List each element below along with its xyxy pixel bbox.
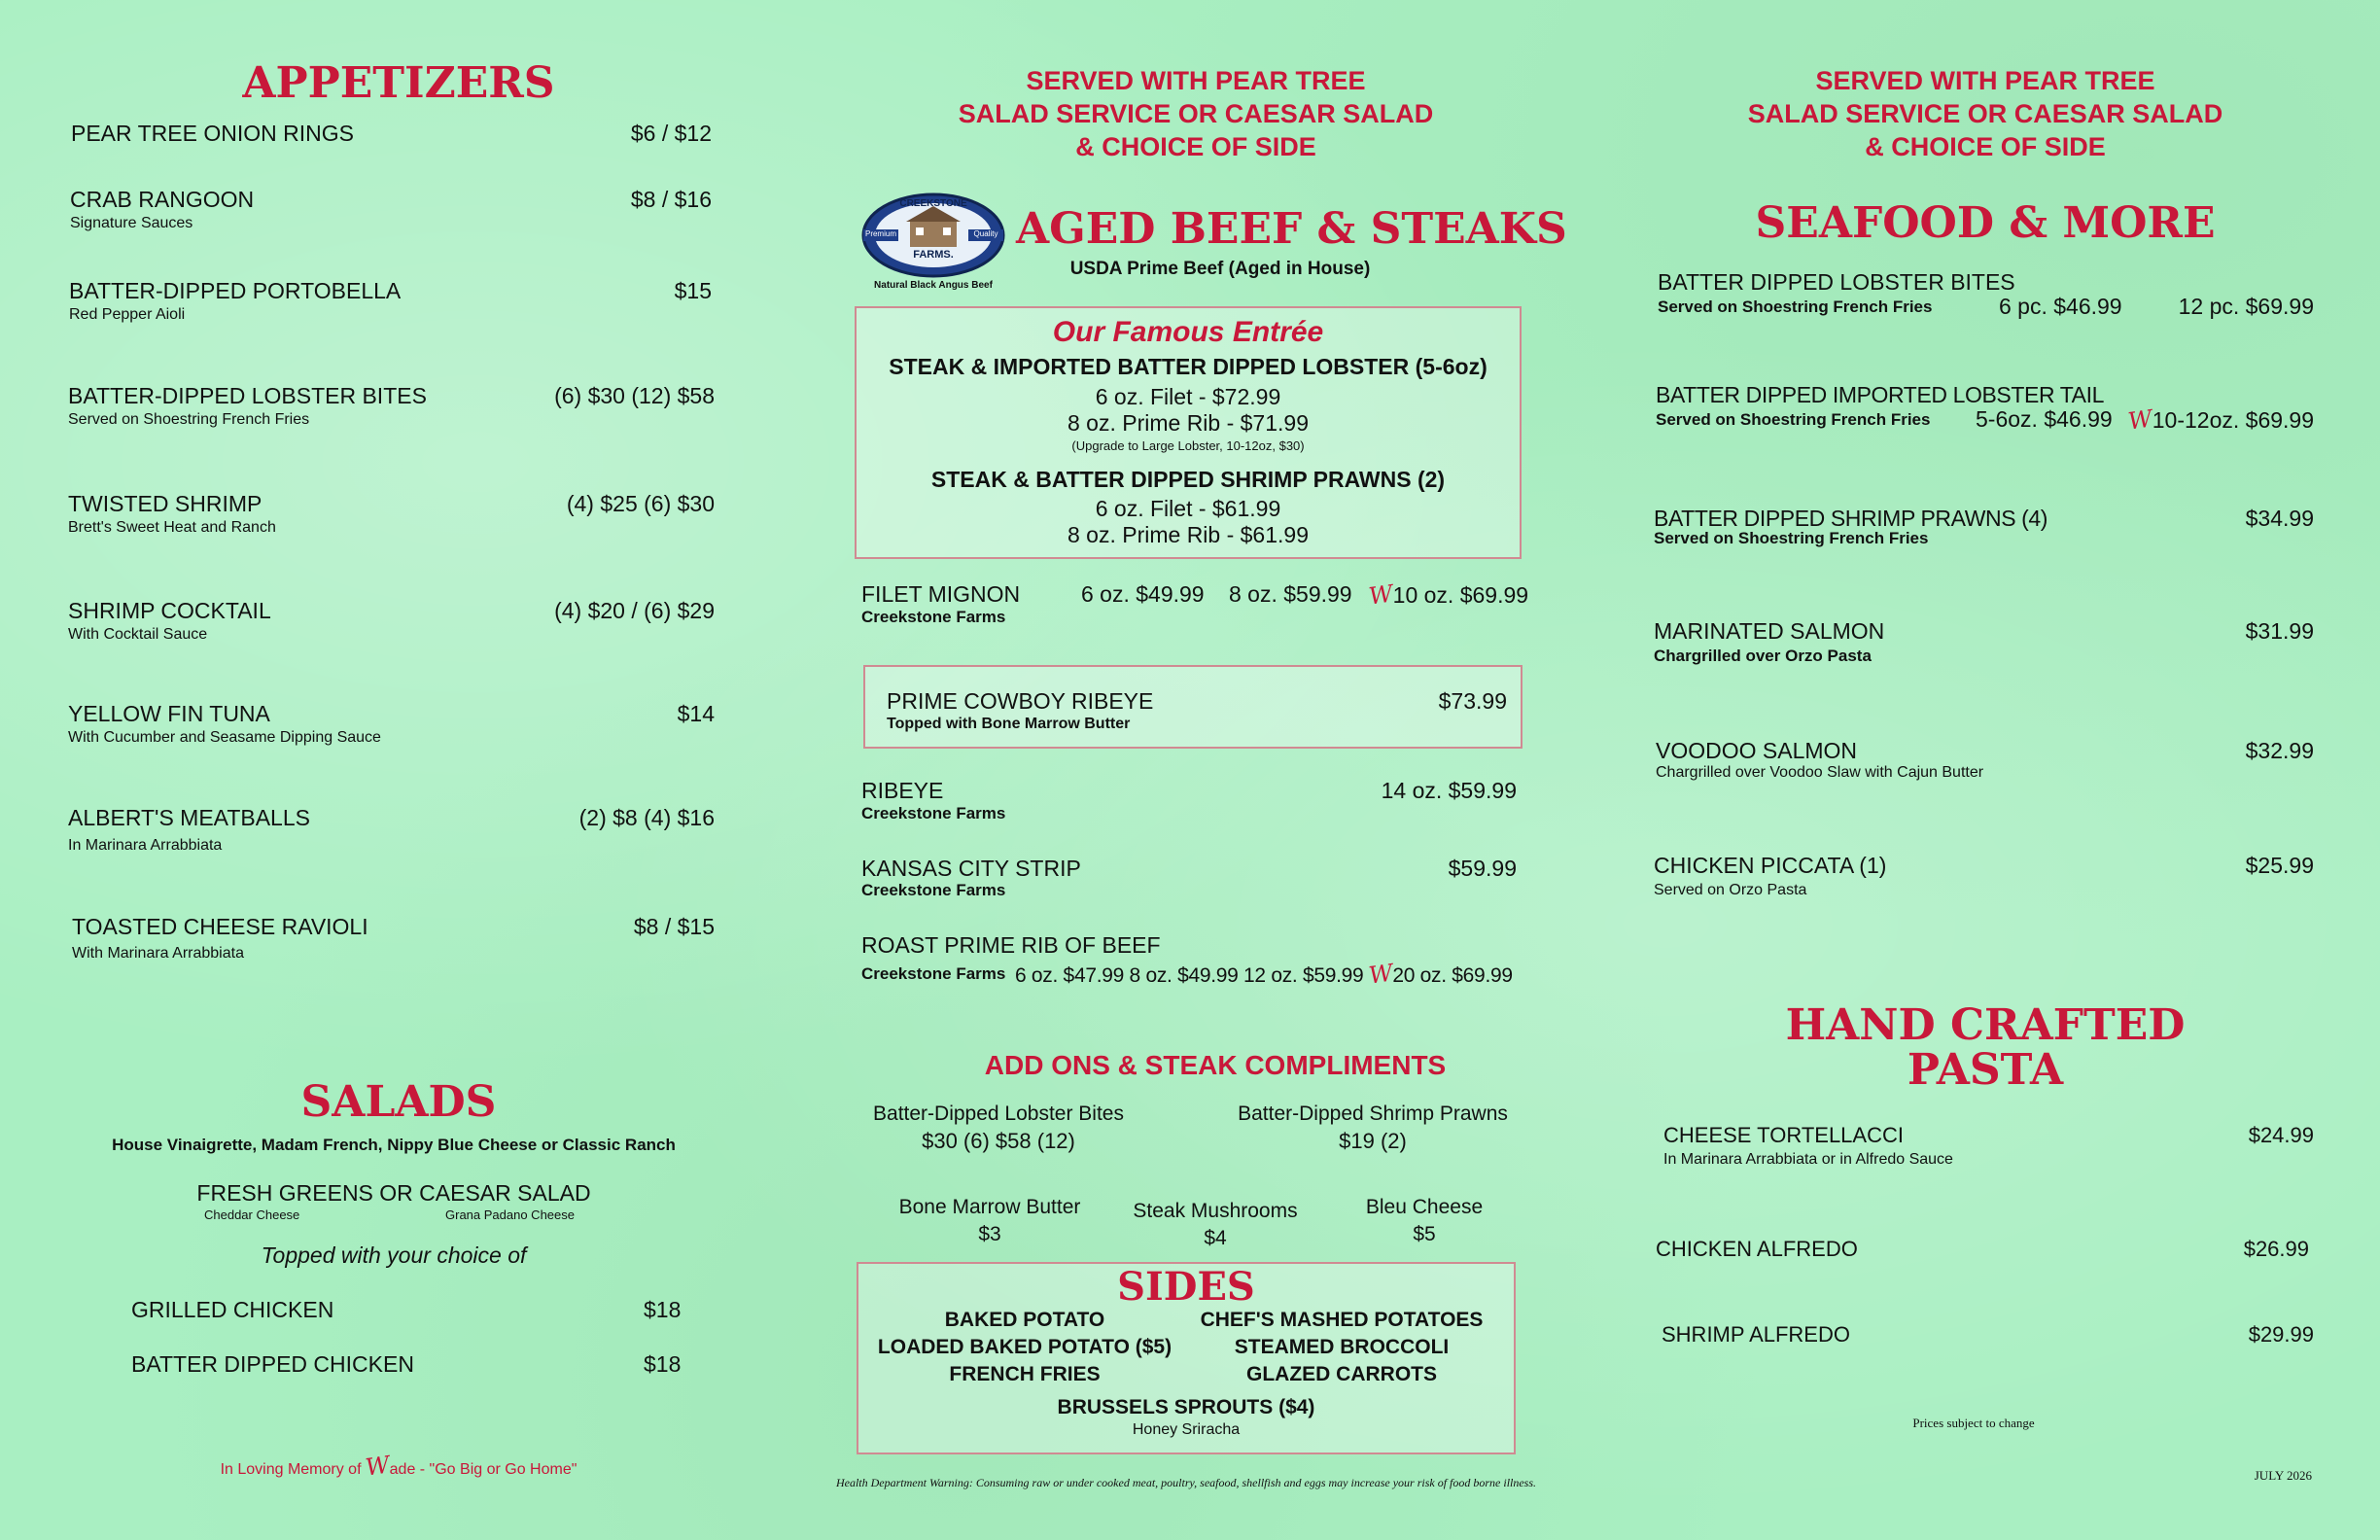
filet-price-10oz [1369,581,1528,609]
seafood-lobster-tail-large [2128,406,2314,434]
combo2-name: STEAK & BATTER DIPPED SHRIMP PRAWNS (2) [930,467,1446,492]
addon-bleu-price: $5 [1413,1223,1436,1245]
seafood-lobster-tail-small: 5-6oz. $46.99 [1976,406,2113,432]
seafood-voodoo-price: $32.99 [2245,738,2314,763]
addon-marrow-name: Bone Marrow Butter [898,1196,1081,1218]
served-with-notice [856,64,1536,163]
appetizer-desc: With Cucumber and Seasame Dipping Sauce [68,729,381,746]
appetizer-price: $8 / $15 [633,914,715,939]
addon-mushrooms-price: $4 [1204,1227,1227,1249]
seafood-lobster-bites-12pc: 12 pc. $69.99 [2178,294,2314,319]
salad-choice: FRESH GREENS OR CAESAR SALAD [196,1180,591,1206]
famous-title: Our Famous Entrée [1052,316,1324,348]
w-signature: W [2126,404,2154,436]
served-with-notice-right [1645,64,2326,163]
seafood-marinated-name: MARINATED SALMON [1654,618,1885,644]
seafood-title: SEAFOOD & MORE [1755,198,2216,248]
seafood-lobster-tail-large-text: 10-12oz. $69.99 [2152,407,2314,433]
appetizer-price: (4) $20 / (6) $29 [554,598,715,623]
salad-choice-left-sub: Cheddar Cheese [204,1208,300,1222]
side-item: FRENCH FRIES [949,1363,1101,1385]
prices-note: Prices subject to change [1912,1416,2035,1430]
appetizer-price: $6 / $12 [630,121,712,146]
appetizer-name: ALBERT'S MEATBALLS [68,805,310,830]
w-signature: W [1367,959,1395,990]
seafood-prawns-name: BATTER DIPPED SHRIMP PRAWNS (4) [1654,506,2048,531]
addon-bleu [1342,1194,1507,1248]
addon-shrimp-price: $19 (2) [1339,1129,1407,1153]
served-line1: SERVED WITH PEAR TREE [1815,66,2155,95]
addon-mushrooms-name: Steak Mushrooms [1133,1200,1298,1222]
beef-subtitle: USDA Prime Beef (Aged in House) [1069,259,1371,279]
famous-entree-box [855,306,1522,559]
health-warning: Health Department Warning: Consuming raw or under cooked meat, poultry, seafood, shellfish and eggs may increase your risk of food borne illness. [835,1476,1537,1489]
combo1-line2: 8 oz. Prime Rib - $71.99 [1067,410,1309,436]
sides-right-list [1179,1307,1504,1388]
prime-rib-price-list: 6 oz. $47.99 8 oz. $49.99 12 oz. $59.99 [1015,964,1364,987]
seafood-lobster-bites-6pc: 6 pc. $46.99 [1999,294,2122,319]
served-line3: & CHOICE OF SIDE [1865,132,2106,161]
cowboy-name: PRIME COWBOY RIBEYE [887,688,1154,714]
logo-bottom-text: FARMS. [913,249,954,261]
pasta-tortellacci-price: $24.99 [2248,1123,2314,1147]
addons-title: ADD ONS & STEAK COMPLIMENTS [984,1050,1447,1080]
salad-dressings: House Vinaigrette, Madam French, Nippy Blue Cheese or Classic Ranch [112,1136,676,1154]
combo1-note: (Upgrade to Large Lobster, 10-12oz, $30) [1071,438,1305,453]
pasta-chicken-price: $26.99 [2243,1237,2309,1261]
filet-name: FILET MIGNON [861,581,1021,607]
pasta-shrimp-price: $29.99 [2248,1322,2314,1347]
appetizer-name: TWISTED SHRIMP [68,491,262,516]
seafood-prawns-sub: Served on Shoestring French Fries [1654,529,1929,547]
filet-price-10oz-text: 10 oz. $69.99 [1392,582,1529,608]
seafood-prawns-price: $34.99 [2245,506,2314,531]
appetizer-desc: In Marinara Arrabbiata [68,837,223,854]
appetizer-price: $8 / $16 [630,187,712,212]
side-item: LOADED BAKED POTATO ($5) [877,1336,1172,1358]
logo-top-text: CREEKSTONE [899,198,967,209]
addon-lobster-price: $30 (6) $58 (12) [922,1129,1075,1153]
appetizer-desc: Red Pepper Aioli [69,306,186,323]
pasta-title-line2: PASTA [1907,1045,2064,1095]
appetizers-title: APPETIZERS [242,58,555,108]
cowboy-sub: Topped with Bone Marrow Butter [887,716,1131,732]
appetizer-name: SHRIMP COCKTAIL [68,598,271,623]
addon-lobster [848,1101,1149,1155]
pasta-chicken-name: CHICKEN ALFREDO [1656,1237,1858,1261]
kc-strip-price: $59.99 [1448,856,1517,881]
cowboy-ribeye-box [863,665,1522,749]
salad-item-price: $18 [644,1351,682,1377]
ribeye-sub: Creekstone Farms [861,804,1006,822]
seafood-marinated-sub: Chargrilled over Orzo Pasta [1654,647,1872,665]
pasta-title [1694,1000,2277,1095]
salad-topped: Topped with your choice of [261,1242,527,1268]
appetizer-name: BATTER-DIPPED PORTOBELLA [69,278,402,303]
appetizer-price: $15 [674,278,712,303]
addon-marrow-price: $3 [978,1223,1001,1245]
w-signature: W [364,1451,392,1482]
side-item: BAKED POTATO [944,1309,1105,1331]
salad-item-name: BATTER DIPPED CHICKEN [131,1351,414,1377]
served-line2: SALAD SERVICE OR CAESAR SALAD [958,99,1434,128]
sides-bottom-sub: Honey Sriracha [1132,1421,1241,1438]
prime-rib-price-20oz: 20 oz. $69.99 [1392,964,1513,987]
combo2-line1: 6 oz. Filet - $61.99 [1095,496,1281,521]
addon-marrow [875,1194,1104,1248]
logo-right-text: Quality [973,229,998,238]
salad-choice-right-sub: Grana Padano Cheese [445,1208,575,1222]
appetizer-desc: Served on Shoestring French Fries [68,411,310,428]
prime-rib-name: ROAST PRIME RIB OF BEEF [861,932,1161,958]
served-line2: SALAD SERVICE OR CAESAR SALAD [1747,99,2223,128]
seafood-marinated-price: $31.99 [2245,618,2314,644]
seafood-lobster-bites-sub: Served on Shoestring French Fries [1658,298,1933,316]
prime-rib-prices [1015,961,1513,988]
appetizer-name: BATTER-DIPPED LOBSTER BITES [68,383,427,408]
seafood-piccata-name: CHICKEN PICCATA (1) [1654,853,1887,878]
seafood-lobster-bites-name: BATTER DIPPED LOBSTER BITES [1658,269,2015,295]
pasta-tortellacci-name: CHEESE TORTELLACCI [1663,1123,1904,1147]
appetizer-name: TOASTED CHEESE RAVIOLI [72,914,368,939]
logo-caption: Natural Black Angus Beef [874,280,993,291]
ribeye-name: RIBEYE [861,778,944,803]
cowboy-price: $73.99 [1438,688,1507,714]
prime-rib-sub: Creekstone Farms [861,964,1006,983]
kc-strip-sub: Creekstone Farms [861,881,1006,899]
pasta-title-line1: HAND CRAFTED [1785,1000,2186,1050]
seafood-piccata-sub: Served on Orzo Pasta [1654,882,1807,898]
ribeye-price: 14 oz. $59.99 [1381,778,1517,803]
salads-title: SALADS [300,1077,497,1127]
side-item: STEAMED BROCCOLI [1234,1336,1450,1358]
addon-lobster-name: Batter-Dipped Lobster Bites [873,1102,1124,1125]
memorial-suffix: ade - "Go Big or Go Home" [389,1461,578,1478]
seafood-piccata-price: $25.99 [2245,853,2314,878]
appetizer-desc: Signature Sauces [70,215,193,231]
addon-shrimp-name: Batter-Dipped Shrimp Prawns [1238,1102,1508,1125]
appetizer-price: (2) $8 (4) $16 [578,805,715,830]
seafood-voodoo-name: VOODOO SALMON [1656,738,1858,763]
logo-left-text: Premium [864,229,896,238]
combo1-line1: 6 oz. Filet - $72.99 [1095,384,1281,409]
sides-box [857,1262,1516,1454]
appetizer-name: PEAR TREE ONION RINGS [71,121,354,146]
appetizer-desc: Brett's Sweet Heat and Ranch [68,519,276,536]
combo1-name: STEAK & IMPORTED BATTER DIPPED LOBSTER (5-6oz) [889,354,1488,379]
appetizer-price: $14 [677,701,715,726]
sides-bottom-item: BRUSSELS SPROUTS ($4) [1057,1396,1315,1418]
sides-title: SIDES [1117,1264,1255,1310]
menu-date: JULY 2026 [2254,1468,2312,1483]
kc-strip-name: KANSAS CITY STRIP [861,856,1081,881]
beef-title: AGED BEEF & STEAKS [1016,204,1567,254]
side-item: GLAZED CARROTS [1246,1363,1437,1385]
filet-price-6oz: 6 oz. $49.99 [1081,581,1205,607]
pasta-shrimp-name: SHRIMP ALFREDO [1662,1322,1850,1347]
appetizers-list [68,121,719,976]
filet-sub: Creekstone Farms [861,608,1006,626]
w-signature: W [1367,579,1395,611]
sides-left-list [864,1307,1185,1388]
addon-bleu-name: Bleu Cheese [1365,1196,1484,1218]
creekstone-logo [858,191,1009,298]
appetizer-desc: With Marinara Arrabbiata [72,945,244,962]
appetizer-name: CRAB RANGOON [70,187,255,212]
seafood-voodoo-sub: Chargrilled over Voodoo Slaw with Cajun Butter [1656,764,1984,781]
appetizer-price: (6) $30 (12) $58 [554,383,715,408]
served-line3: & CHOICE OF SIDE [1075,132,1316,161]
appetizer-name: YELLOW FIN TUNA [68,701,270,726]
combo2-line2: 8 oz. Prime Rib - $61.99 [1067,522,1309,547]
appetizer-price: (4) $25 (6) $30 [566,491,715,516]
salad-item-name: GRILLED CHICKEN [131,1297,334,1322]
side-item: CHEF'S MASHED POTATOES [1200,1309,1484,1331]
addon-mushrooms [1108,1198,1322,1252]
addon-shrimp [1217,1101,1528,1155]
seafood-lobster-tail-name: BATTER DIPPED IMPORTED LOBSTER TAIL [1656,382,2105,407]
filet-price-8oz: 8 oz. $59.99 [1229,581,1352,607]
served-line1: SERVED WITH PEAR TREE [1026,66,1366,95]
memorial-prefix: In Loving Memory of [220,1461,366,1478]
appetizer-desc: With Cocktail Sauce [68,626,208,643]
pasta-tortellacci-sub: In Marinara Arrabbiata or in Alfredo Sauce [1663,1151,1953,1168]
memorial-note [107,1452,690,1480]
salad-item-price: $18 [644,1297,682,1322]
seafood-lobster-tail-sub: Served on Shoestring French Fries [1656,410,1931,429]
